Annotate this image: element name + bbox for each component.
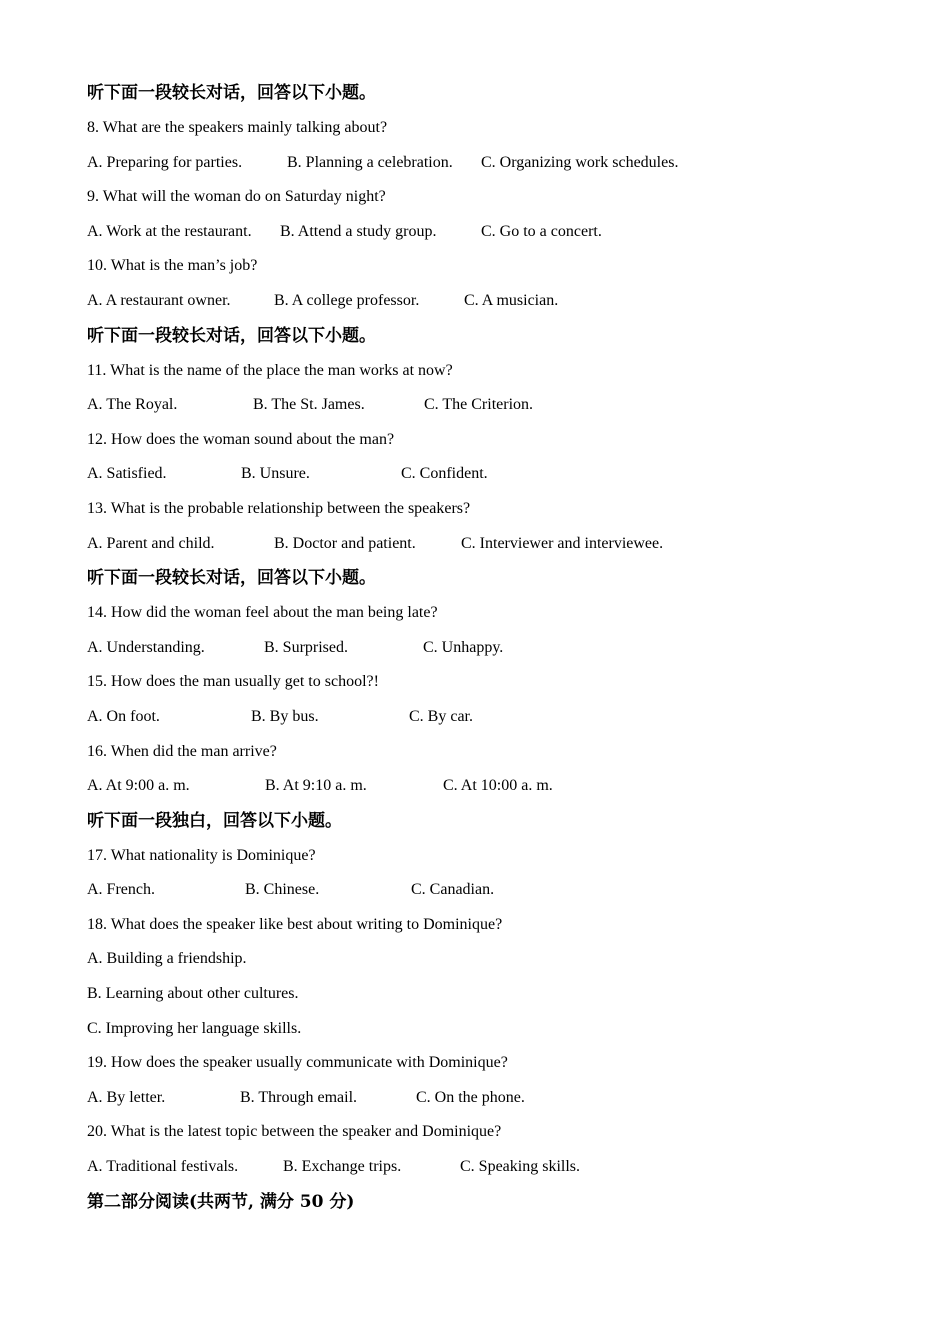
option-c: C. On the phone. — [416, 1088, 525, 1106]
options-8 — [87, 146, 887, 181]
options-14 — [87, 631, 887, 666]
exam-page — [87, 76, 887, 1220]
option-a: A. The Royal. — [87, 396, 178, 414]
question-20: 20. What is the latest topic between the speaker and Dominique? — [87, 1123, 502, 1141]
option-b: B. Surprised. — [264, 638, 348, 656]
options-15 — [87, 700, 887, 735]
option-c: C. Confident. — [401, 465, 488, 483]
option-b: B. Doctor and patient. — [274, 534, 416, 552]
section-heading: 听下面一段独白，回答以下小题。 — [87, 810, 342, 831]
option-c: C. Canadian. — [411, 881, 495, 899]
option-b: B. Attend a study group. — [280, 222, 437, 240]
question-17: 17. What nationality is Dominique? — [87, 846, 316, 864]
option-a: A. Understanding. — [87, 638, 205, 656]
section-heading: 听下面一段较长对话，回答以下小题。 — [87, 325, 376, 346]
option-c: C. A musician. — [464, 291, 559, 309]
options-17 — [87, 873, 887, 908]
option-a: A. French. — [87, 881, 155, 899]
option-c: C. By car. — [409, 707, 473, 725]
option-b: B. By bus. — [251, 707, 319, 725]
option-a: A. Preparing for parties. — [87, 153, 243, 171]
question-18: 18. What does the speaker like best about writing to Dominique? — [87, 915, 503, 933]
options-11 — [87, 388, 887, 423]
option-b: B. Chinese. — [245, 881, 320, 899]
options-19 — [87, 1081, 887, 1116]
question-10: 10. What is the man’s job? — [87, 257, 258, 275]
option-a: A. Traditional festivals. — [87, 1158, 239, 1176]
option-b: B. At 9:10 a. m. — [265, 777, 367, 795]
option-a: A. A restaurant owner. — [87, 291, 231, 309]
options-10 — [87, 284, 887, 319]
option-b: B. Through email. — [240, 1088, 358, 1106]
options-13 — [87, 527, 887, 562]
section-heading: 听下面一段较长对话，回答以下小题。 — [87, 83, 376, 103]
option-a: A. Parent and child. — [87, 534, 215, 552]
option-c: C. Interviewer and interviewee. — [461, 534, 664, 552]
options-20 — [87, 1150, 887, 1185]
question-13: 13. What is the probable relationship between the speakers? — [87, 499, 471, 517]
option-c: C. At 10:00 a. m. — [443, 777, 553, 795]
section-heading: 听下面一段较长对话，回答以下小题。 — [87, 568, 376, 589]
question-11: 11. What is the name of the place the man works at now? — [87, 361, 453, 379]
question-9: 9. What will the woman do on Saturday night? — [87, 188, 386, 206]
question-16: 16. When did the man arrive? — [87, 742, 277, 760]
option-a: A. Satisfied. — [87, 465, 167, 483]
option-c: C. Unhappy. — [423, 638, 504, 656]
part-two-heading: 第二部分阅读(共两节, 满分 50 分) — [87, 1191, 355, 1212]
question-19: 19. How does the speaker usually communicate with Dominique? — [87, 1054, 508, 1072]
option-a: A. Building a friendship. — [87, 950, 247, 968]
option-c: C. Go to a concert. — [481, 222, 602, 240]
option-a: A. By letter. — [87, 1088, 166, 1106]
options-9 — [87, 215, 887, 250]
option-b: B. Learning about other cultures. — [87, 985, 299, 1003]
option-b: B. A college professor. — [274, 291, 420, 309]
option-c: C. Organizing work schedules. — [481, 153, 679, 171]
option-a: A. At 9:00 a. m. — [87, 777, 190, 795]
question-8: 8. What are the speakers mainly talking about? — [87, 119, 388, 136]
option-c: C. Improving her language skills. — [87, 1019, 302, 1037]
option-c: C. Speaking skills. — [460, 1158, 581, 1176]
option-a: A. Work at the restaurant. — [87, 222, 252, 240]
options-16 — [87, 769, 887, 804]
question-15: 15. How does the man usually get to school?! — [87, 673, 379, 691]
option-c: C. The Criterion. — [424, 396, 534, 414]
option-a: A. On foot. — [87, 707, 160, 725]
option-b: B. The St. James. — [253, 396, 365, 414]
option-b: B. Unsure. — [241, 465, 310, 483]
option-b: B. Planning a celebration. — [287, 153, 453, 171]
question-14: 14. How did the woman feel about the man being late? — [87, 604, 438, 622]
question-12: 12. How does the woman sound about the man? — [87, 430, 395, 448]
option-b: B. Exchange trips. — [283, 1158, 402, 1176]
options-12 — [87, 457, 887, 492]
